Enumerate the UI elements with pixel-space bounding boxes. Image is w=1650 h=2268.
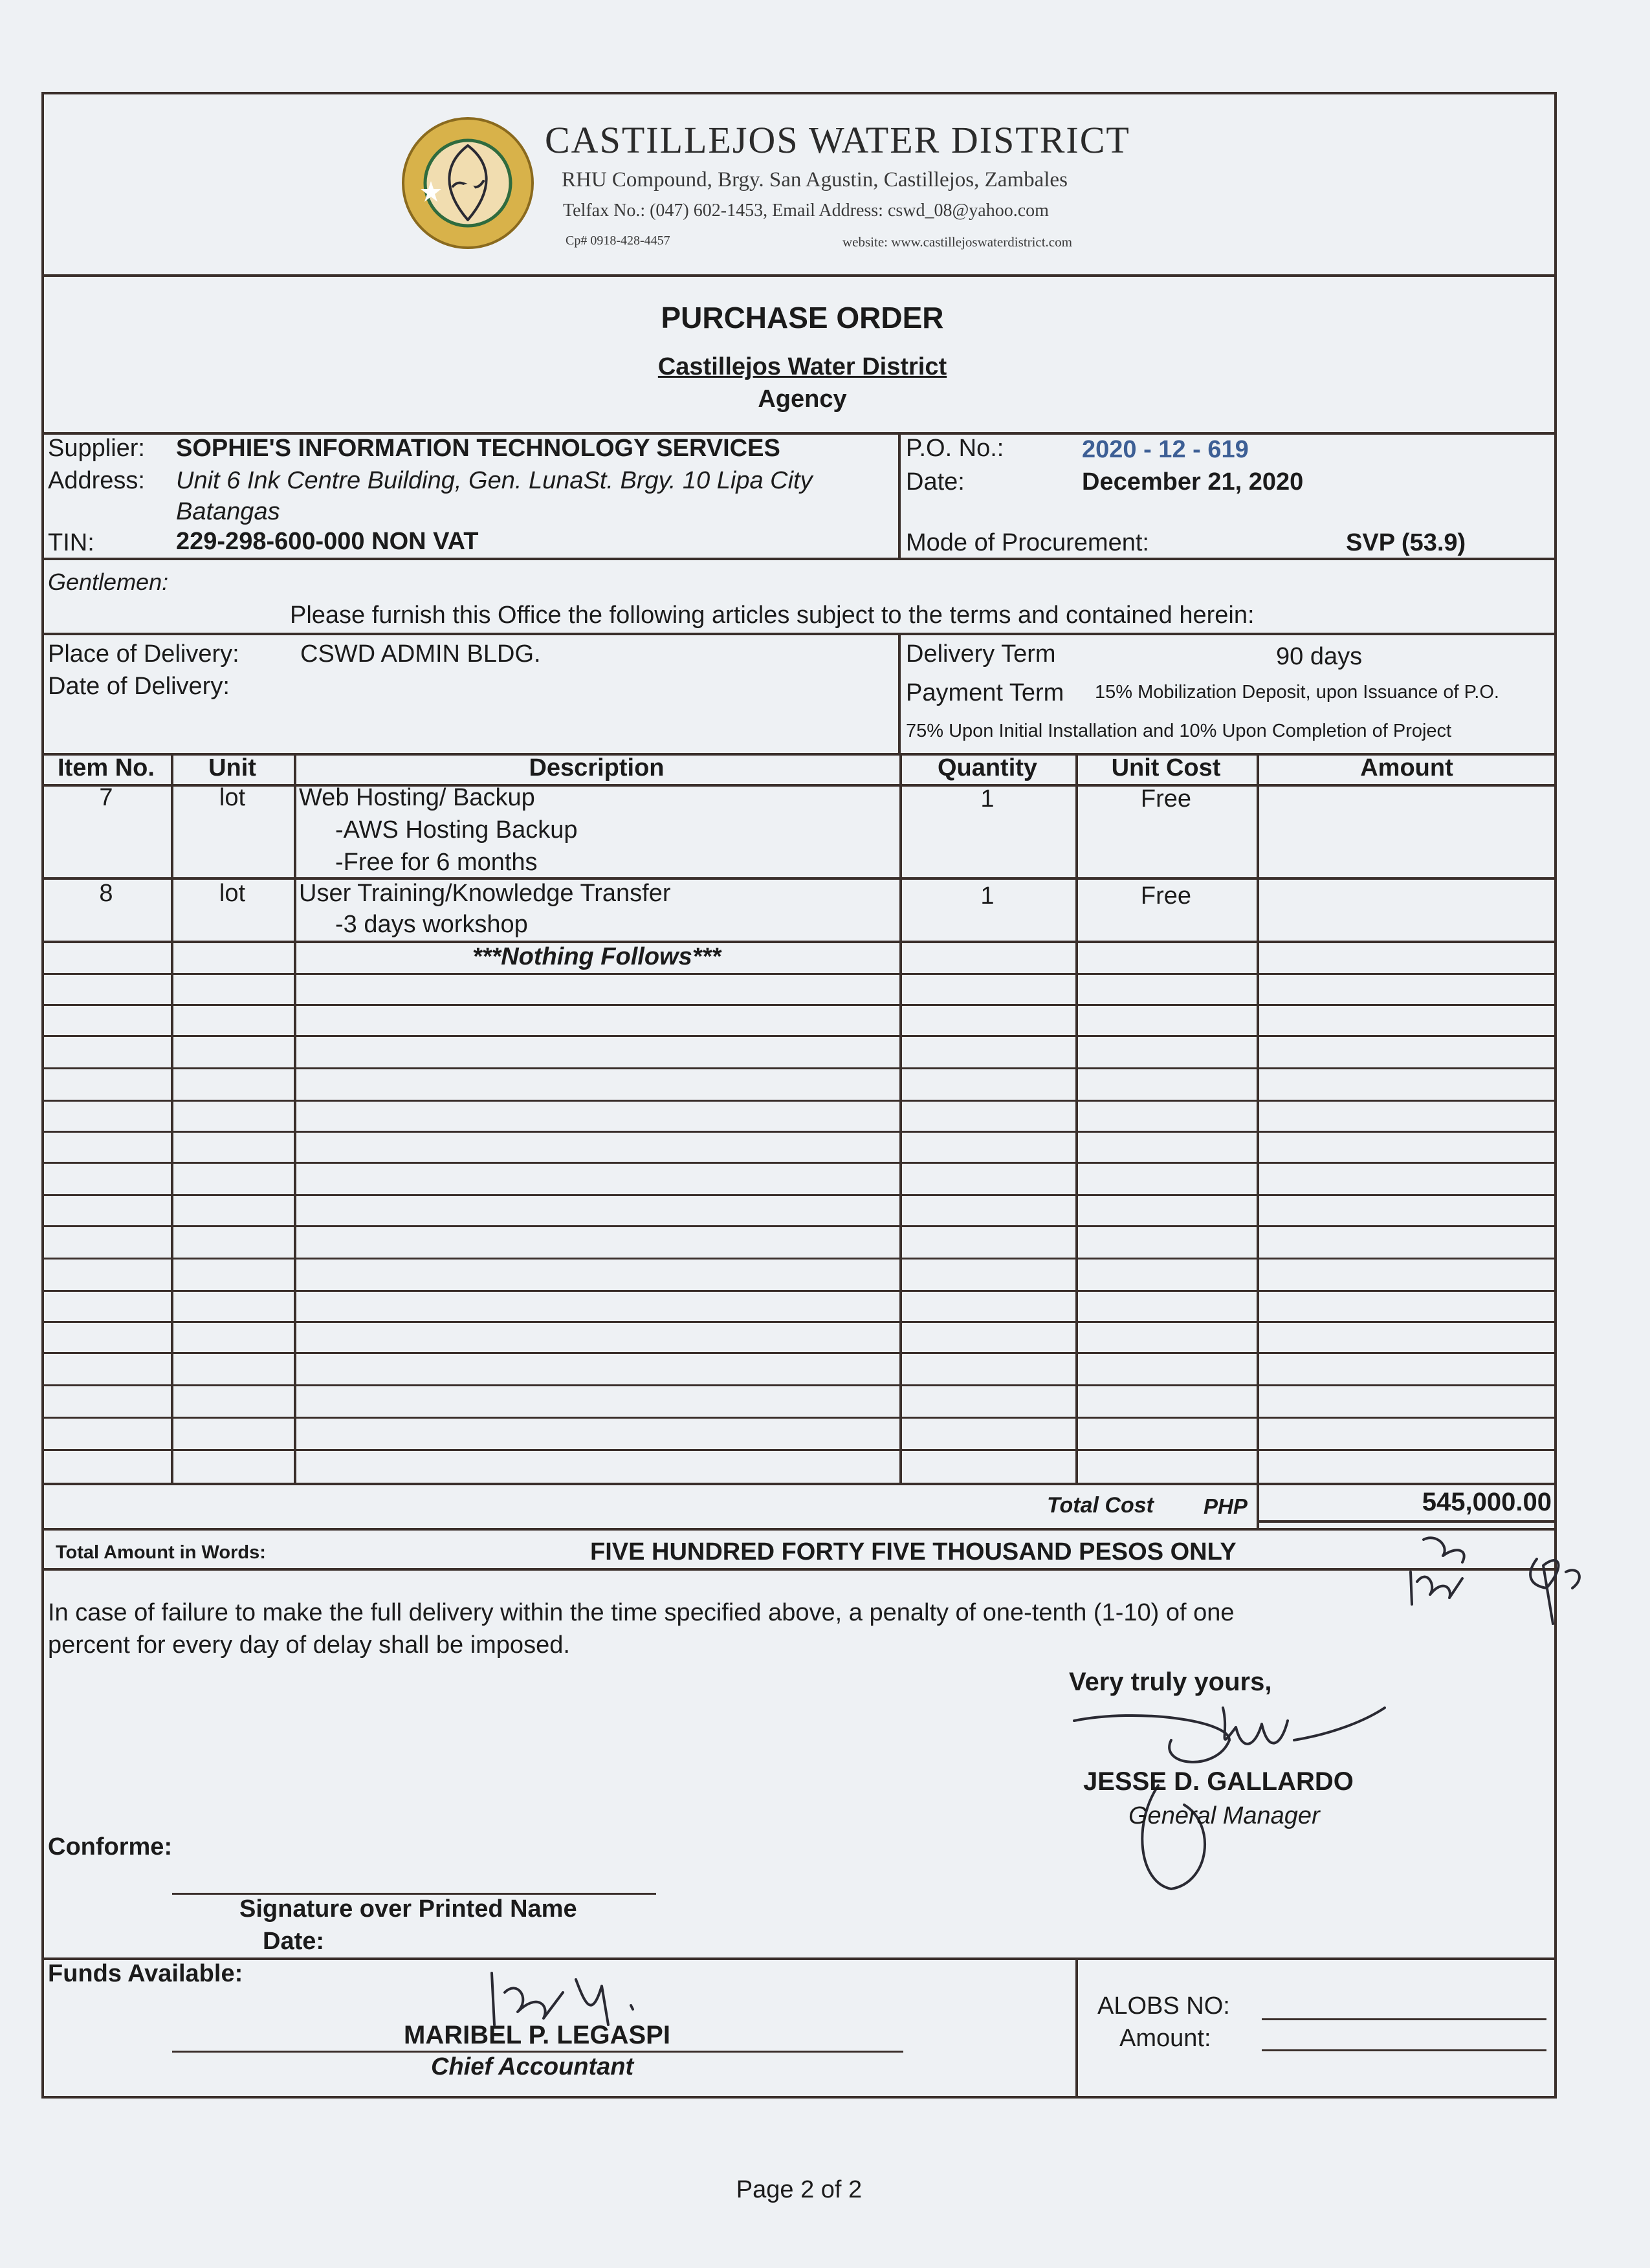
chief-accountant-position: Chief Accountant — [431, 2053, 634, 2080]
divider — [41, 1449, 1557, 1451]
alobs-amount-field[interactable] — [1262, 2049, 1546, 2051]
funds-available-label: Funds Available: — [48, 1960, 243, 1987]
initials-signature-icon — [1398, 1527, 1592, 1637]
divider — [41, 1131, 1557, 1133]
chief-accountant-name: MARIBEL P. LEGASPI — [404, 2021, 670, 2049]
tin-label: TIN: — [48, 529, 94, 556]
signatory-name: JESSE D. GALLARDO — [1083, 1767, 1354, 1796]
table-row-description: User Training/Knowledge Transfer — [299, 880, 671, 907]
divider — [41, 1004, 1557, 1006]
column-header-quantity: Quantity — [937, 754, 1038, 781]
nothing-follows: ***Nothing Follows*** — [472, 943, 721, 970]
column-header-item: Item No. — [58, 754, 155, 781]
conforme-label: Conforme: — [48, 1833, 173, 1860]
divider — [899, 753, 902, 1484]
conforme-signature-label: Signature over Printed Name — [239, 1895, 577, 1923]
divider — [898, 633, 901, 754]
table-row-quantity: 1 — [980, 785, 995, 812]
delivery-term-value: 90 days — [1276, 643, 1363, 670]
divider — [41, 1483, 1557, 1485]
divider — [41, 1568, 1557, 1571]
divider — [41, 633, 1557, 635]
payment-term-value-2: 75% Upon Initial Installation and 10% Upon Completion of Project — [906, 721, 1452, 741]
divider — [41, 1194, 1557, 1196]
alobs-number-label: ALOBS NO: — [1097, 1992, 1230, 2020]
amount-in-words-value: FIVE HUNDRED FORTY FIVE THOUSAND PESOS ONLY — [590, 1538, 1237, 1565]
divider — [41, 1352, 1557, 1354]
org-address: RHU Compound, Brgy. San Agustin, Castillejos, Zambales — [562, 168, 1068, 191]
po-date-value: December 21, 2020 — [1082, 468, 1304, 496]
divider — [41, 1957, 1557, 1960]
date-of-delivery-label: Date of Delivery: — [48, 673, 230, 700]
payment-term-label: Payment Term — [906, 679, 1064, 706]
procurement-mode-value: SVP (53.9) — [1346, 529, 1466, 556]
table-row-description-detail: -3 days workshop — [335, 911, 528, 938]
divider — [41, 941, 1557, 943]
divider — [41, 1162, 1557, 1164]
payment-term-value-1: 15% Mobilization Deposit, upon Issuance of P.O. — [1095, 682, 1499, 703]
org-contact: Telfax No.: (047) 602-1453, Email Address: cswd_08@yahoo.com — [563, 201, 1049, 221]
district-seal-icon — [401, 116, 534, 250]
address-label: Address: — [48, 467, 145, 494]
divider — [41, 1225, 1557, 1227]
closing-salutation: Very truly yours, — [1069, 1668, 1272, 1696]
page-number: Page 2 of 2 — [736, 2176, 863, 2203]
place-of-delivery-value: CSWD ADMIN BLDG. — [300, 640, 541, 668]
column-header-unit-cost: Unit Cost — [1111, 754, 1221, 781]
po-number-value: 2020 - 12 - 619 — [1082, 436, 1249, 463]
supplier-address-line2: Batangas — [176, 498, 280, 525]
signatory-position: General Manager — [1128, 1802, 1320, 1829]
procurement-mode-label: Mode of Procurement: — [906, 529, 1149, 556]
table-row-unit: lot — [219, 880, 246, 907]
signature-line — [172, 2051, 903, 2053]
divider — [171, 753, 173, 1484]
divider — [41, 558, 1557, 560]
amount-in-words-label: Total Amount in Words: — [56, 1542, 266, 1563]
table-row-unit: lot — [219, 784, 246, 811]
general-manager-signature-icon — [1061, 1695, 1398, 1902]
po-date-label: Date: — [906, 468, 965, 496]
table-row-unit-cost: Free — [1140, 785, 1192, 812]
alobs-number-field[interactable] — [1262, 2018, 1546, 2020]
divider — [294, 753, 296, 1484]
supplier-address-line1: Unit 6 Ink Centre Building, Gen. LunaSt. Brgy. 10 Lipa City — [176, 467, 813, 494]
divider — [41, 274, 1557, 277]
divider — [41, 1290, 1557, 1292]
table-row-description: Web Hosting/ Backup — [299, 784, 535, 811]
table-row-item: 8 — [99, 880, 113, 907]
divider — [898, 432, 901, 559]
divider — [1257, 1520, 1557, 1523]
divider — [41, 1384, 1557, 1386]
divider — [1075, 753, 1078, 1484]
supplier-label: Supplier: — [48, 435, 145, 462]
po-number-label: P.O. No.: — [906, 435, 1004, 462]
divider — [1075, 1957, 1078, 2099]
divider — [41, 1321, 1557, 1323]
divider — [41, 1067, 1557, 1069]
table-row-description-detail: -Free for 6 months — [335, 849, 538, 876]
total-cost-value: 545,000.00 — [1422, 1488, 1552, 1516]
tin-value: 229-298-600-000 NON VAT — [176, 528, 479, 555]
divider — [41, 1528, 1557, 1531]
column-header-description: Description — [529, 754, 665, 781]
table-row-item: 7 — [99, 784, 113, 811]
table-row-description-detail: -AWS Hosting Backup — [335, 816, 578, 844]
delivery-term-label: Delivery Term — [906, 640, 1056, 668]
alobs-amount-label: Amount: — [1119, 2025, 1211, 2052]
column-header-unit: Unit — [208, 754, 256, 781]
place-of-delivery-label: Place of Delivery: — [48, 640, 239, 668]
conforme-date-label: Date: — [263, 1928, 325, 1955]
org-cellphone: Cp# 0918-428-4457 — [566, 234, 670, 248]
penalty-text-line1: In case of failure to make the full delivery within the time specified above, a penalty of one-tenth (1-10) of one — [48, 1599, 1235, 1626]
agency-label: Agency — [758, 386, 847, 413]
org-name: CASTILLEJOS WATER DISTRICT — [545, 119, 1130, 161]
divider — [1257, 753, 1259, 1529]
divider — [41, 973, 1557, 975]
instructions: Please furnish this Office the following articles subject to the terms and contained herein: — [290, 602, 1255, 629]
column-header-amount: Amount — [1360, 754, 1453, 781]
total-cost-currency: PHP — [1204, 1494, 1248, 1518]
divider — [41, 1417, 1557, 1419]
agency-name: Castillejos Water District — [657, 353, 947, 380]
table-row-quantity: 1 — [980, 882, 995, 910]
supplier-name: SOPHIE'S INFORMATION TECHNOLOGY SERVICES — [176, 435, 780, 462]
signature-line — [172, 1893, 656, 1895]
total-cost-label: Total Cost — [1047, 1493, 1154, 1518]
divider — [41, 1035, 1557, 1037]
divider — [41, 877, 1557, 880]
org-website: website: www.castillejoswaterdistrict.com — [842, 234, 1072, 250]
salutation: Gentlemen: — [48, 569, 169, 595]
penalty-text-line2: percent for every day of delay shall be imposed. — [48, 1631, 570, 1659]
table-row-unit-cost: Free — [1140, 882, 1192, 910]
divider — [41, 1100, 1557, 1102]
document-title: PURCHASE ORDER — [661, 301, 944, 334]
divider — [41, 1258, 1557, 1259]
